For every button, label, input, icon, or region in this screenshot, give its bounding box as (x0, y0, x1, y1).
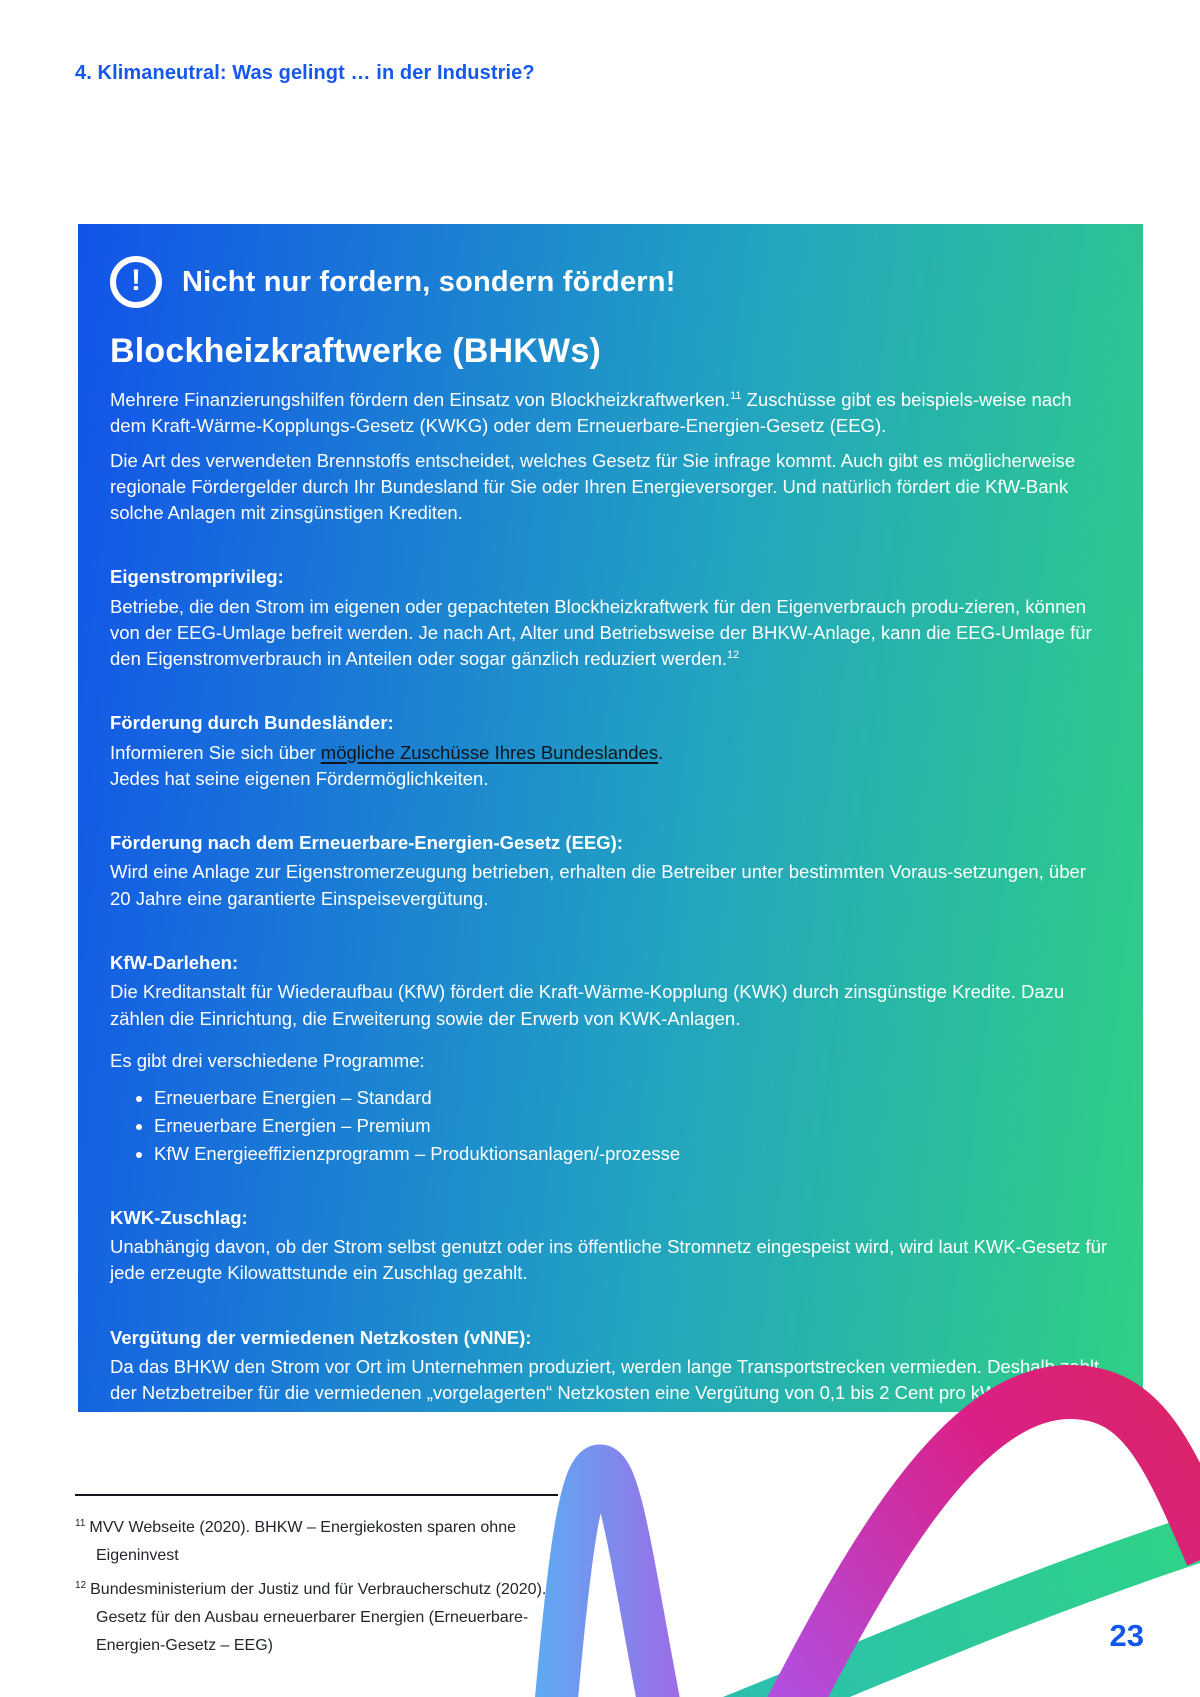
alert-icon-glyph: ! (131, 264, 141, 297)
ribbon-blue-loop (552, 1466, 668, 1697)
section-body: Unabhängig davon, ob der Strom selbst genutzt oder ins öffentliche Stromnetz eingespeist wird, wird laut KWK-Gesetz für jede erzeugte Kilowattstunde ein Zuschlag gezahlt. (110, 1236, 1108, 1284)
bundesland-zuschuesse-link[interactable]: mögliche Zuschüsse Ihres Bundeslandes (320, 741, 659, 763)
section-body: Die Kreditanstalt für Wiederaufbau (KfW) fördert die Kraft-Wärme-Kopplung (KWK) durch zinsgünstige Kredite. Dazu zählen die Einrichtung, die Erweiterung sowie der Erwerb von KWK-Anlagen. (110, 981, 1065, 1029)
card-title: Blockheizkraftwerke (BHKWs) (110, 332, 601, 370)
section-body (110, 740, 1111, 766)
section-heading: KWK-Zuschlag: (110, 1206, 248, 1228)
ribbon-teal-wave (730, 1528, 1200, 1697)
intro-paragraph-1 (110, 387, 1111, 440)
section-kwk-zuschlag (110, 1205, 1111, 1287)
footnote-text: Bundesministerium der Justiz und für Verbraucherschutz (2020). Gesetz für den Ausbau erneuerbarer Energien (Erneuerbare-Energien-Gesetz – EEG) (90, 1581, 547, 1654)
footnote-11 (75, 1514, 567, 1570)
footnotes (75, 1508, 567, 1660)
section-eigenstromprivileg (110, 564, 1111, 672)
list-item: • Erneuerbare Energien – Standard (154, 1086, 1111, 1111)
section-body: Wird eine Anlage zur Eigenstromerzeugung betrieben, erhalten die Betreiber unter bestimmten Voraus-setzungen, über 20 Jahre eine garantierte Einspeisevergütung. (110, 861, 1086, 909)
alert-icon (110, 256, 162, 308)
section-heading: Förderung durch Bundesländer: (110, 712, 394, 734)
footnote-ref-12: 12 (727, 648, 740, 661)
footnote-marker: 12 (75, 1579, 87, 1591)
link-lead-text: Informieren Sie sich über (110, 741, 321, 763)
footnote-12 (75, 1576, 567, 1660)
intro-1-text: Mehrere Finanzierungshilfen fördern den Einsatz von Blockheizkraftwerken. (110, 389, 731, 410)
section-body (110, 594, 1111, 673)
programs-list (110, 1086, 1111, 1167)
info-card (78, 224, 1143, 1412)
section-body-line-2: Jedes hat seine eigenen Fördermöglichkeiten. (110, 767, 489, 789)
section-kfw-darlehen (110, 950, 1111, 1167)
intro-paragraph-2: Die Art des verwendeten Brennstoffs entscheidet, welches Gesetz für Sie infrage kommt. Auch gibt es möglicherweise regionale Fördergelder durch Ihr Bundesland für Sie oder Ihren Energieversorger. Und natürlich fördert die KfW-Bank solche Anlagen mit zinsgünstigen Krediten. (110, 449, 1076, 524)
footnote-divider (75, 1494, 558, 1496)
section-body: Da das BHKW den Strom vor Ort im Unternehmen produziert, werden lange Transportstrecken vermieden. Deshalb zahlt der Netzbetreiber für die vermiedenen „vorgelagerten“ Netzkosten eine Vergütung von 0,1 bis 2 Cent pro kWh. (110, 1356, 1100, 1404)
list-item: • KfW Energieeffizienzprogramm – Produktionsanlagen/-prozesse (154, 1142, 1111, 1167)
link-trailing-period: . (658, 741, 664, 763)
section-heading: Förderung nach dem Erneuerbare-Energien-Gesetz (EEG): (110, 832, 623, 854)
section-heading: Vergütung der vermiedenen Netzkosten (vNNE): (110, 1326, 532, 1348)
footnote-marker: 11 (75, 1517, 86, 1529)
chapter-header: 4. Klimaneutral: Was gelingt … in der Industrie? (75, 62, 535, 84)
intro-1-text-after: Zuschüsse gibt es beispiels-weise nach dem Kraft-Wärme-Kopplungs-Gesetz (KWKG) oder dem Erneuerbare-Energien-Gesetz (EEG). (110, 389, 1072, 437)
section-body-text: Betriebe, die den Strom im eigenen oder gepachteten Blockheizkraftwerk für den Eigenverbrauch produ-zieren, können von der EEG-Umlage befreit werden. Je nach Art, Alter und Betriebsweise der BHKW-Anlage, kann die EEG-Umlage für den Eigenstromverbrauch in Anteilen oder sogar gänzlich reduziert werden. (110, 595, 1092, 670)
section-heading: KfW-Darlehen: (110, 951, 239, 973)
section-vnne (110, 1325, 1111, 1407)
list-item: • Erneuerbare Energien – Premium (154, 1114, 1111, 1139)
alert-row (110, 256, 1111, 308)
programs-intro: Es gibt drei verschiedene Programme: (110, 1049, 425, 1071)
page-number: 23 (1109, 1618, 1144, 1653)
section-heading: Eigenstromprivileg: (110, 566, 284, 588)
section-eeg-foerderung (110, 830, 1111, 912)
footnote-text: MVV Webseite (2020). BHKW – Energiekosten sparen ohne Eigeninvest (89, 1519, 516, 1564)
section-bundeslaender (110, 710, 1111, 792)
footnote-ref-11: 11 (730, 389, 742, 402)
alert-title: Nicht nur fordern, sondern fördern! (182, 265, 676, 298)
